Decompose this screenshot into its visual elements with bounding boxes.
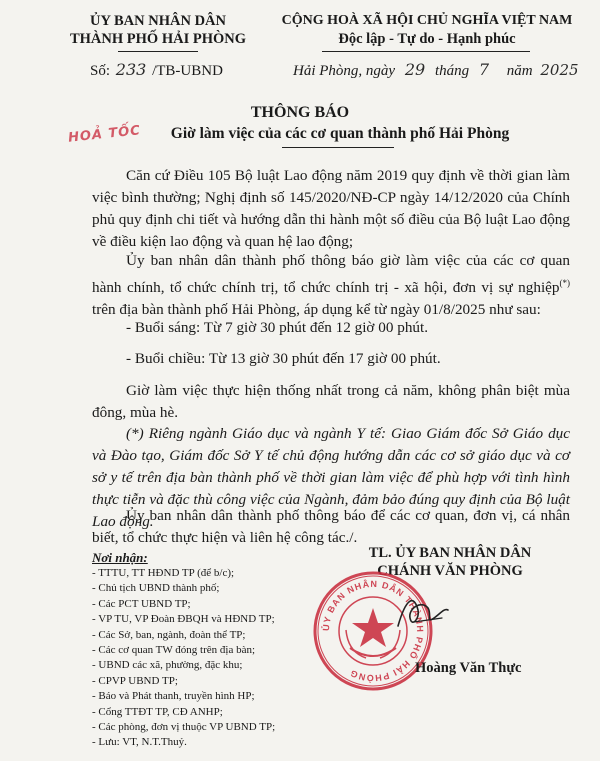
date-year-label: năm bbox=[506, 63, 533, 79]
recipient-item: - CPVP UBND TP; bbox=[92, 674, 178, 687]
recipient-item: - TTTU, TT HĐND TP (để b/c); bbox=[92, 567, 235, 579]
signature-line-2: CHÁNH VĂN PHÒNG bbox=[377, 563, 523, 579]
issuing-authority bbox=[52, 12, 264, 48]
date-month-label: tháng bbox=[434, 63, 470, 79]
paragraph-exception: (*) Riêng ngành Giáo dục và ngành Y tế: Giao Giám đốc Sở Giáo dục và Đào tạo, Giám đốc Sở Y tế chủ động hướng dẫn các cơ sở giáo dục và cơ sở y tế trên địa bàn thành phố về thời gian làm việc để phù hợp với tình hình thực tiễn và đặc thù công việc của Ngành, đảm bảo đúng quy định của Bộ luật Lao động. bbox=[92, 425, 570, 530]
paragraph-closing: Ủy ban nhân dân thành phố thông báo để các cơ quan, đơn vị, cá nhân biết, tổ chức thực hiện và liên hệ công tác./. bbox=[92, 507, 570, 546]
number-prefix: Số: bbox=[90, 63, 111, 79]
document-title: THÔNG BÁO bbox=[250, 104, 350, 121]
date-year: 2025 bbox=[540, 61, 579, 79]
announcement-text-b: trên địa bàn thành phố Hải Phòng, áp dụng kể từ ngày 01/8/2025 như sau: bbox=[92, 301, 541, 319]
recipient-item: - Các Sở, ban, ngành, đoàn thể TP; bbox=[92, 628, 246, 641]
number-value: 233 bbox=[115, 60, 147, 79]
recipient-item: - Lưu: VT, N.T.Thuỷ. bbox=[92, 736, 187, 749]
document-number bbox=[90, 60, 223, 80]
paragraph-announcement bbox=[92, 250, 570, 321]
number-suffix: /TB-UBND bbox=[152, 63, 223, 79]
national-motto bbox=[262, 12, 592, 48]
recipients-title: Nơi nhận: bbox=[92, 550, 148, 565]
urgent-stamp: HOẢ TỐC bbox=[67, 123, 142, 146]
schedule-afternoon: - Buổi chiều: Từ 13 giờ 30 phút đến 17 giờ 00 phút. bbox=[126, 350, 441, 367]
document-subtitle: Giờ làm việc của các cơ quan thành phố Hải Phòng bbox=[170, 125, 510, 142]
recipient-item: - Báo và Phát thanh, truyền hình HP; bbox=[92, 690, 255, 703]
announcement-footnote-mark: (*) bbox=[559, 278, 570, 288]
authority-underline bbox=[118, 51, 198, 52]
recipient-item: - UBND các xã, phường, đặc khu; bbox=[92, 659, 243, 672]
motto-line-1: CỘNG HOÀ XÃ HỘI CHỦ NGHĨA VIỆT NAM bbox=[281, 13, 573, 28]
subtitle-underline bbox=[282, 147, 394, 148]
recipient-item: - VP TU, VP Đoàn ĐBQH và HĐND TP; bbox=[92, 613, 275, 626]
motto-underline bbox=[322, 51, 530, 52]
date-place: Hải Phòng, ngày bbox=[293, 63, 396, 79]
document-date bbox=[293, 60, 579, 80]
motto-line-2: Độc lập - Tự do - Hạnh phúc bbox=[338, 31, 516, 47]
schedule-morning: - Buổi sáng: Từ 7 giờ 30 phút đến 12 giờ 00 phút. bbox=[126, 319, 429, 336]
recipient-item: - Các phòng, đơn vị thuộc VP UBND TP; bbox=[92, 721, 276, 734]
signer-name: Hoàng Văn Thực bbox=[415, 660, 522, 676]
seal-star-icon bbox=[352, 608, 394, 647]
handwritten-signature bbox=[392, 588, 452, 638]
authority-line-2: THÀNH PHỐ HẢI PHÒNG bbox=[69, 31, 247, 47]
signature-line-1: TL. ỦY BAN NHÂN DÂN bbox=[368, 545, 532, 561]
paragraph-legal-basis: Căn cứ Điều 105 Bộ luật Lao động năm 2019 quy định về thời gian làm việc bình thường; Nghị định số 145/2020/NĐ-CP ngày 14/12/2020 của Chính phủ quy định chi tiết và hướng dẫn thi hành một số điều của Bộ luật Lao động về điều kiện lao động và quan hệ lao động; bbox=[92, 167, 570, 250]
paragraph-year-round: Giờ làm việc thực hiện thống nhất trong cả năm, không phân biệt mùa đông, mùa hè. bbox=[92, 382, 570, 421]
recipient-item: - Chủ tịch UBND thành phố; bbox=[92, 582, 220, 595]
seal-ring-textpath: ỦY BAN NHÂN DÂN THÀNH PHỐ HẢI PHÒNG bbox=[320, 578, 426, 684]
recipient-item: - Cổng TTĐT TP, CĐ ANHP; bbox=[92, 705, 223, 718]
recipient-item: - Các cơ quan TW đóng trên địa bàn; bbox=[92, 644, 256, 657]
recipient-item: - Các PCT UBND TP; bbox=[92, 597, 191, 610]
date-day: 29 bbox=[404, 60, 426, 79]
announcement-text-a: Ủy ban nhân dân thành phố thông báo giờ làm việc của các cơ quan hành chính, tổ chức chính trị, tổ chức chính trị - xã hội, đơn vị sự nghiệp bbox=[92, 252, 570, 297]
date-month: 7 bbox=[478, 60, 490, 79]
recipients-list bbox=[92, 566, 322, 751]
authority-line-1: ỦY BAN NHÂN DÂN bbox=[89, 13, 226, 29]
